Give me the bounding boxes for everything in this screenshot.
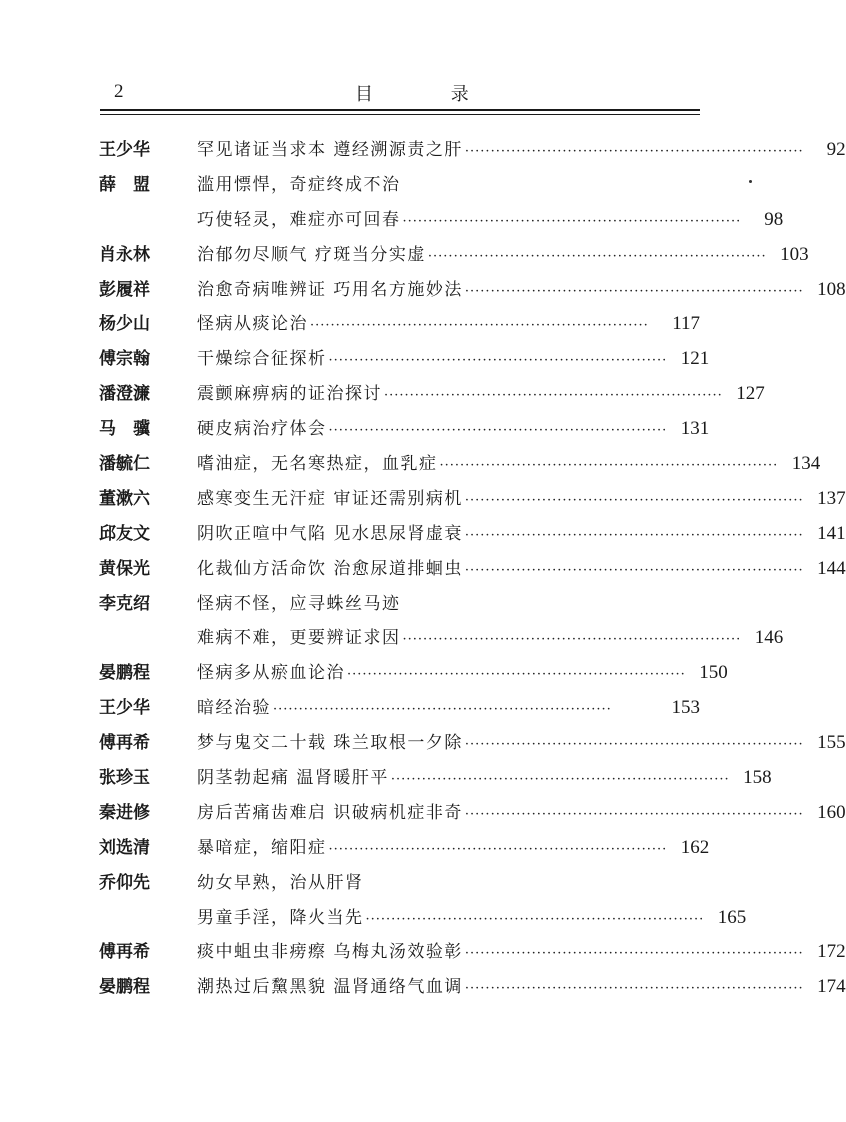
toc-title: 痰中蛆虫非痨瘵 乌梅丸汤效验彰 <box>197 942 463 963</box>
leader-dots: ·································································· <box>427 248 767 264</box>
toc-title-line <box>197 240 809 266</box>
toc-page-number: 155 <box>817 732 846 754</box>
toc-title-line <box>197 414 710 440</box>
toc-entry[interactable] <box>0 201 793 236</box>
toc-title: 硬皮病治疗体会 <box>197 419 327 440</box>
toc-author: 傅再希 <box>99 733 150 754</box>
toc-entry[interactable] <box>0 968 846 1003</box>
toc-page-number: 92 <box>826 139 846 160</box>
toc-author: 李克绍 <box>99 593 150 614</box>
toc-title: 阴茎勃起痛 温肾暖肝平 <box>197 768 389 789</box>
toc-title-line <box>197 309 700 335</box>
toc-title: 巧使轻灵，难症亦可回春 <box>197 209 401 230</box>
toc-entry[interactable] <box>0 759 793 794</box>
toc-author: 张珍玉 <box>99 768 150 789</box>
toc-page-number: 98 <box>764 208 784 230</box>
leader-dots: ·································································· <box>464 283 804 299</box>
toc-title-line <box>197 519 846 545</box>
toc-author: 董漱六 <box>99 488 150 509</box>
toc-title: 房后苦痛齿难启 识破病机症非奇 <box>197 802 463 823</box>
toc-title-line <box>197 903 747 929</box>
toc-author: 杨少山 <box>99 314 150 335</box>
toc-entry[interactable] <box>0 480 846 515</box>
page-title: 目 录 <box>355 84 505 105</box>
leader-dots: ·································································· <box>402 632 742 648</box>
leader-dots: ·································································· <box>464 492 804 508</box>
toc-entry[interactable] <box>0 689 793 724</box>
leader-dots: ·································································· <box>273 702 612 718</box>
toc-title: 滥用慓悍，奇症终成不治 <box>197 174 401 195</box>
toc-author: 潘毓仁 <box>99 454 150 475</box>
toc-title-line <box>197 275 846 301</box>
toc-author: 马骥 <box>99 419 167 440</box>
leader-dots: ·································································· <box>328 423 668 439</box>
toc-title: 嗜油症，无名寒热症，血乳症 <box>197 454 438 475</box>
toc-entry[interactable] <box>0 340 793 375</box>
leader-dots: ·································································· <box>365 911 705 927</box>
leader-dots: ·································································· <box>402 213 742 229</box>
toc-title-line <box>197 728 846 754</box>
toc-page-number: 162 <box>680 836 710 858</box>
toc-title-line <box>197 589 700 614</box>
toc-entry[interactable] <box>0 271 846 306</box>
toc-entry[interactable] <box>0 131 846 166</box>
toc-title-line <box>197 484 846 510</box>
toc-page-number: 160 <box>817 801 846 823</box>
leader-dots: ·································································· <box>464 981 804 997</box>
toc-title-line <box>197 344 710 370</box>
toc-author: 彭履祥 <box>99 279 150 300</box>
toc-page-number: 127 <box>736 383 765 405</box>
toc-title-line <box>197 833 710 859</box>
leader-dots: ·································································· <box>464 946 804 962</box>
toc-title: 罕见诸证当求本 遵经溯源责之肝 <box>197 140 463 160</box>
toc-page-number: 141 <box>817 522 846 544</box>
leader-dots: ·································································· <box>464 527 804 543</box>
toc-entry[interactable] <box>0 445 821 480</box>
toc-title: 暗经治验 <box>197 698 271 719</box>
toc-author: 晏鹏程 <box>99 663 150 684</box>
header-rule-thin <box>100 114 700 115</box>
leader-dots: ·································································· <box>384 388 723 404</box>
toc-title-line <box>197 798 846 824</box>
leader-dots: ·································································· <box>310 318 649 334</box>
toc-entry[interactable] <box>0 236 809 271</box>
toc-title: 感寒变生无汗症 审证还需别病机 <box>197 488 463 509</box>
toc-title: 难病不难，更要辨证求因 <box>197 628 401 649</box>
toc-author: 王少华 <box>99 140 150 160</box>
toc-page-number: 137 <box>817 487 846 509</box>
toc-title: 梦与鬼交二十载 珠兰取根一夕除 <box>197 733 463 754</box>
leader-dots: ·································································· <box>464 737 804 753</box>
toc-entry[interactable] <box>0 794 846 829</box>
toc-entry[interactable] <box>0 515 846 550</box>
toc-author: 晏鹏程 <box>99 977 150 998</box>
toc-title: 怪病多从瘀血论治 <box>197 663 345 684</box>
toc-title: 干燥综合征探析 <box>197 349 327 370</box>
toc-entry[interactable] <box>0 585 793 620</box>
toc-title-line <box>197 763 772 789</box>
header-rule <box>100 109 700 111</box>
leader-dots: ·································································· <box>464 144 804 159</box>
toc-title-line <box>197 658 728 684</box>
leader-dots: ·································································· <box>464 562 804 578</box>
toc-title: 化裁仙方活命饮 治愈尿道排蛔虫 <box>197 558 463 579</box>
toc-author: 薛盟 <box>99 174 167 195</box>
toc-entry[interactable] <box>0 550 846 585</box>
toc-entry[interactable] <box>0 410 793 445</box>
toc-page-number: 172 <box>817 941 846 963</box>
toc-title-line <box>197 135 846 161</box>
toc-title: 震颤麻痹病的证治探讨 <box>197 384 382 405</box>
toc-page-number: 153 <box>671 697 700 719</box>
toc-page-number: 121 <box>680 348 710 370</box>
toc-author: 傅再希 <box>99 942 150 963</box>
toc-page-number: 108 <box>817 278 846 300</box>
toc-page-number: 146 <box>754 627 784 649</box>
toc-page-number: 134 <box>791 453 821 475</box>
toc-entry[interactable] <box>0 864 793 899</box>
toc-title: 治郁勿尽顺气 疗斑当分实虚 <box>197 244 426 265</box>
toc-title-line <box>197 205 784 231</box>
toc-title-line <box>197 868 700 893</box>
leader-dots: ·································································· <box>439 458 779 474</box>
toc-title-line <box>197 554 846 580</box>
toc-page-number: 131 <box>680 418 710 440</box>
table-of-contents <box>0 131 846 1003</box>
toc-page-number: 150 <box>699 662 728 684</box>
toc-title-line <box>197 379 765 405</box>
toc-entry[interactable] <box>0 899 793 934</box>
toc-entry[interactable] <box>0 933 846 968</box>
page-header <box>0 0 793 130</box>
page-number: 2 <box>114 81 124 102</box>
toc-entry[interactable] <box>0 305 793 340</box>
leader-dots: ·································································· <box>328 841 668 857</box>
toc-title-line <box>197 449 821 475</box>
leader-dots: ·································································· <box>464 806 804 822</box>
leader-dots: ·································································· <box>390 772 730 788</box>
toc-title: 男童手淫，降火当先 <box>197 907 364 928</box>
toc-page-number: 117 <box>672 313 700 335</box>
toc-author: 刘选清 <box>99 837 150 858</box>
toc-title-line <box>197 170 700 195</box>
toc-author: 王少华 <box>99 698 150 719</box>
toc-entry[interactable] <box>0 654 793 689</box>
toc-page-number: 158 <box>743 767 772 789</box>
toc-page-number: 174 <box>817 976 846 998</box>
toc-title-line <box>197 937 846 963</box>
toc-author: 秦进修 <box>99 802 150 823</box>
leader-dots: ·································································· <box>347 667 686 683</box>
toc-title: 暴喑症，缩阳症 <box>197 837 327 858</box>
leader-dots: ·································································· <box>328 353 668 369</box>
toc-page-number: 103 <box>780 243 809 265</box>
toc-title-line <box>197 693 700 719</box>
toc-author: 邱友文 <box>99 523 150 544</box>
toc-author: 潘澄濂 <box>99 384 150 405</box>
toc-author: 肖永林 <box>99 244 150 265</box>
toc-title: 潮热过后黧黑貌 温肾通络气血调 <box>197 977 463 998</box>
toc-author: 黄保光 <box>99 558 150 579</box>
toc-entry[interactable] <box>0 724 846 759</box>
toc-title: 怪病从痰论治 <box>197 314 308 335</box>
toc-page-number: 165 <box>717 906 747 928</box>
toc-title: 怪病不怪，应寻蛛丝马迹 <box>197 593 401 614</box>
toc-entry[interactable] <box>0 829 793 864</box>
toc-entry[interactable] <box>0 166 793 201</box>
toc-title-line <box>197 623 784 649</box>
toc-title: 阴吹正喧中气陷 见水思尿肾虚衰 <box>197 523 463 544</box>
toc-title-line <box>197 972 846 998</box>
toc-page-number: 144 <box>817 557 846 579</box>
toc-title: 治愈奇病唯辨证 巧用名方施妙法 <box>197 279 463 300</box>
toc-author: 傅宗翰 <box>99 349 150 370</box>
toc-entry[interactable] <box>0 375 793 410</box>
toc-title: 幼女早熟，治从肝肾 <box>197 872 364 893</box>
toc-author: 乔仰先 <box>99 872 150 893</box>
toc-entry[interactable] <box>0 619 793 654</box>
